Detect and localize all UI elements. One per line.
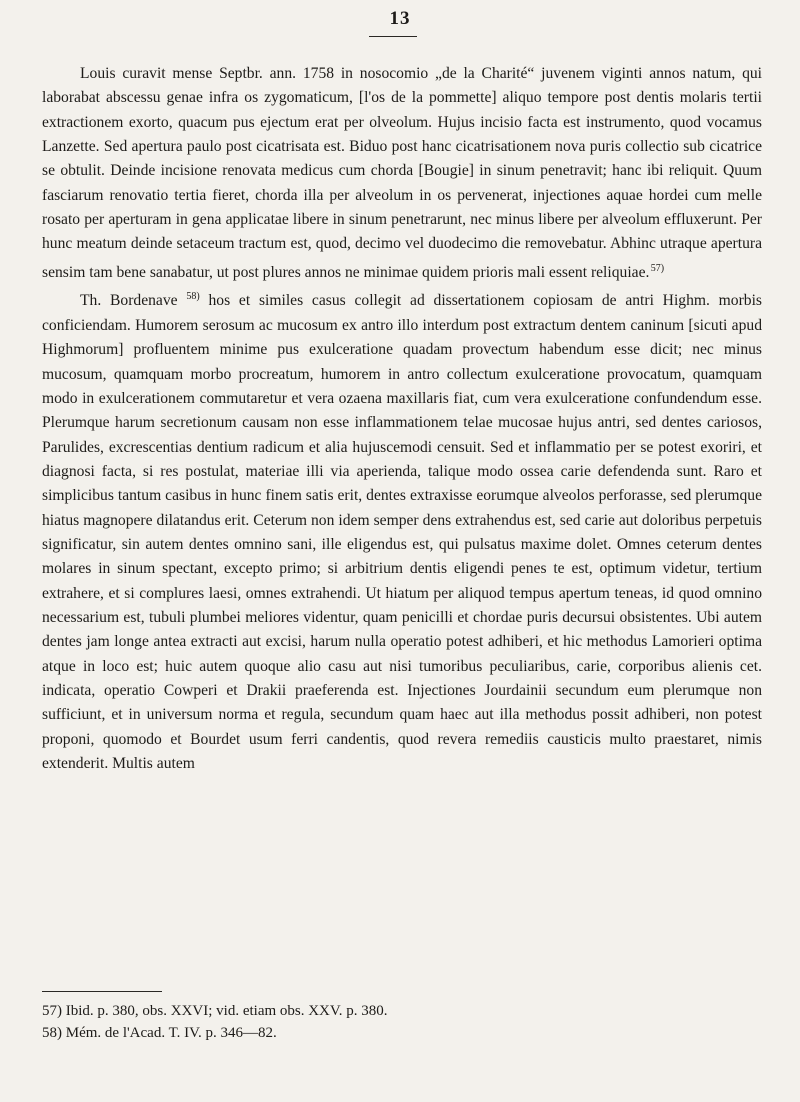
footnote-58: 58) Mém. de l'Acad. T. IV. p. 346—82. <box>42 1025 277 1041</box>
footnote-57: 57) Ibid. p. 380, obs. XXVI; vid. etiam obs. XXV. p. 380. <box>42 1003 388 1019</box>
paragraph-1 <box>42 62 762 285</box>
paragraph-2-text: hos et similes casus collegit ad dissertationem copiosam de antri Highm. morbis conficiendam. Humorem serosum ac mucosum ex antro illo interdum post extractum dentem caninum [sicuti apud Highmorum] profluentem minime pus exulceratione quadam provectum habendum esse dicit; nec minus mucosum, quamquam morbo procreatum, humorem in antro collectum exulceratione provocatum, quamquam modo in exulcerationem commutaretur et vera ozaena maxillaris fiat, cum vera exulceratione confundendum esse. Plerumque harum secretionum causam non esse inflammationem telae mucosae hujus antri, sed dentes cariosos, Parulides, excrescentias dentium radicum et alia hujuscemodi censuit. Sed et inflammatio per se potest exoriri, et diagnosi facta, si res postulat, materiae illi via aperienda, talique modo ossea carie defendenda sunt. Raro et simplicibus tantum casibus in hunc finem satis erit, dentes extraxisse eorumque alveolos perforasse, sed plerumque hiatus magnopere dilatandus erit. Ceterum non idem semper dens extrahendus est, sed carie aut doloribus perpetuis significatur, sin autem dentes omnino sani, ille eligendus est, qui pulsatus maxime dolet. Omnes ceterum dentes molares in sinum spectant, excepto primo; si arbitrium dentis eligendi penes te est, optimum videtur, tertium extrahere, et si complures laesi, omnes extrahendi. Ut hiatum per aliquod tempus apertum teneas, id quod omnino necessarium est, tubuli plumbei meliores videntur, quam penicilli et chordae puris decursui obsistentes. Ubi autem dentes jam longe antea extracti aut excisi, harum nulla operatio potest adhiberi, et hic methodus Lamorieri optima atque in loco est; huic autem quoque alio casu aut nisi tumoribus peculiaribus, carie, corporibus alienis cet. indicata, operatio Cowperi et Drakii praeferenda est. Injectiones Jourdainii secundum eum plerumque non sufficiunt, et in universum norma et regula, secundum quam haec aut illa methodus possit adhiberi, non potest proponi, quomodo et Bourdet usum ferri candentis, quod revera remediis causticis multo praestaret, nimis extenderit. Multis autem <box>42 292 762 772</box>
footnote-rule <box>42 991 162 992</box>
paragraph-1-text: Louis curavit mense Septbr. ann. 1758 in nosocomio „de la Charité“ juvenem viginti annos natum, qui laborabat abscessu genae infra os zygomaticum, [l'os de la pommette] aliquo tempore post dentis molaris tertii extractionem exorto, quacum pus ejectum erat per olveolum. Hujus incisio facta est instrumento, quod vocamus Lanzette. Sed apertura paulo post cicatrisata est. Biduo post hanc cicatrisationem nova puris collectio sub cicatrice se obtulit. Deinde incisione renovata medicus cum chorda [Bougie] in sinum penetravit; hanc ibi reliquit. Quum fasciarum renovatio tertia fieret, chorda illa per alveolum in os pervenerat, injectiones aquae hordei cum melle rosato per aperturam in gena applicatae libere in sinum penetrarunt, nec minus libere per alveolum effluxerunt. Per hunc meatum deinde setaceum tractum est, quod, decimo vel duodecimo die removebatur. Abhinc utraque apertura sensim tam bene sanabatur, ut post plures annos ne minimae quidem prioris mali essent reliquiae. <box>42 65 762 281</box>
footnote-ref-58: 58) <box>186 291 200 303</box>
footnote-ref-57: 57) <box>650 262 665 274</box>
page-number: 13 <box>389 8 411 29</box>
body-text <box>42 62 762 776</box>
footnotes <box>42 1000 762 1044</box>
page-number-rule <box>369 36 417 37</box>
paragraph-2 <box>42 285 762 776</box>
paragraph-2-lead: Th. Bordenave <box>80 292 187 310</box>
